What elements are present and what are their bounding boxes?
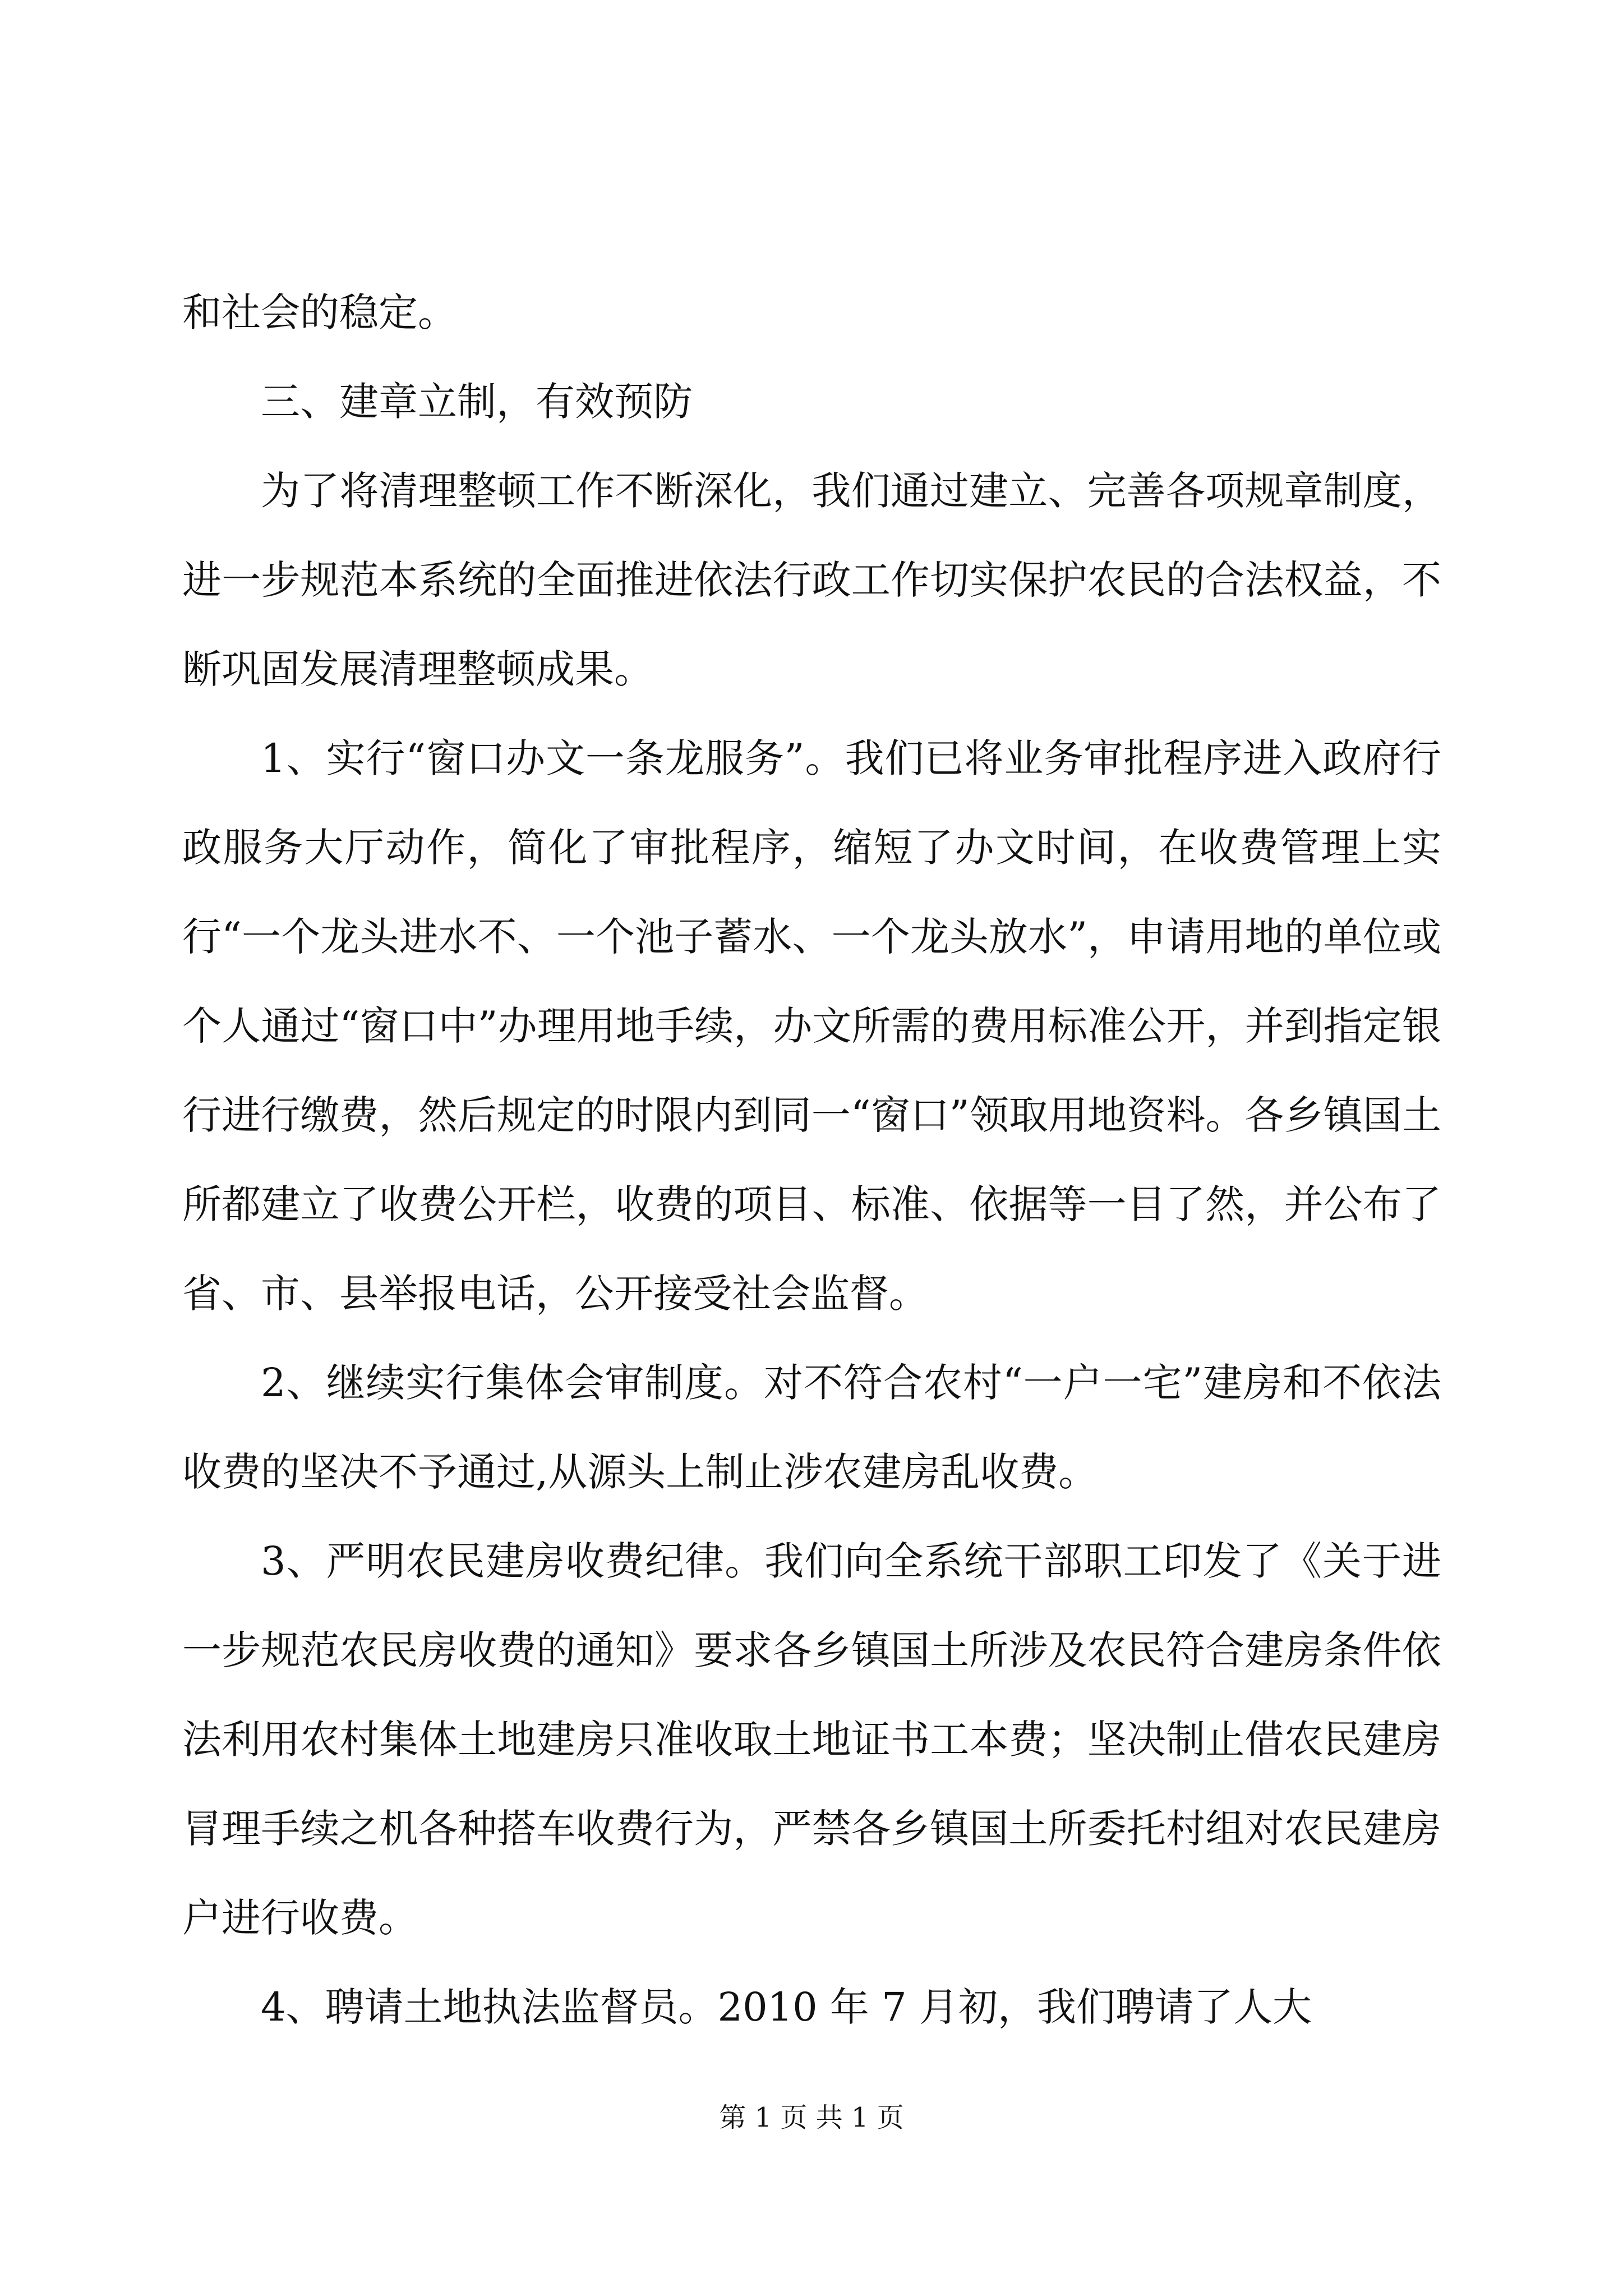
section-heading: 三、建章立制，有效预防 (261, 379, 693, 425)
paragraph-item-2: 2、继续实行集体会审制度。对不符合农村“一户一宅”建房和不依法收费的坚决不予通过,从源头上制止涉农建房乱收费。 (182, 1360, 1441, 1495)
paragraph-item-3: 3、严明农民建房收费纪律。我们向全系统干部职工印发了《关于进一步规范农民房收费的通知》要求各乡镇国土所涉及农民符合建房条件依法利用农村集体土地建房只准收取土地证书工本费；坚决制止借农民建房冐理手续之机各种搭车收费行为，严禁各乡镇国土所委托村组对农民建房户进行收费。 (182, 1538, 1441, 1941)
paragraph-item-4: 4、聘请土地执法监督员。2010 年 7 月初，我们聘请了人大 (261, 1984, 1312, 2030)
page-footer: 第 1 页 共 1 页 (719, 2102, 904, 2133)
paragraph-item-1: 1、实行“窗口办文一条龙服务”。我们已将业务审批程序进入政府行政服务大厅动作，简化了审批程序，缩短了办文时间，在收费管理上实行“一个龙头进水不、一个池子蓄水、一个龙头放水”，申请用地的单位或个人通过“窗口中”办理用地手续，办文所需的费用标准公开，并到指定银行进行缴费，然后规定的时限内到同一“窗口”领取用地资料。各乡镇国土所都建立了收费公开栏，收费的项目、标准、依据等一目了然，并公布了省、市、县举报电话，公开接受社会监督。 (182, 735, 1441, 1317)
paragraph-continuation: 和社会的稳定。 (182, 289, 457, 335)
document-body (182, 268, 1441, 2052)
paragraph-intro: 为了将清理整顿工作不断深化，我们通过建立、完善各项规章制度，进一步规范本系统的全面推进依法行政工作切实保护农民的合法权益，不断巩固发展清理整顿成果。 (182, 468, 1441, 692)
